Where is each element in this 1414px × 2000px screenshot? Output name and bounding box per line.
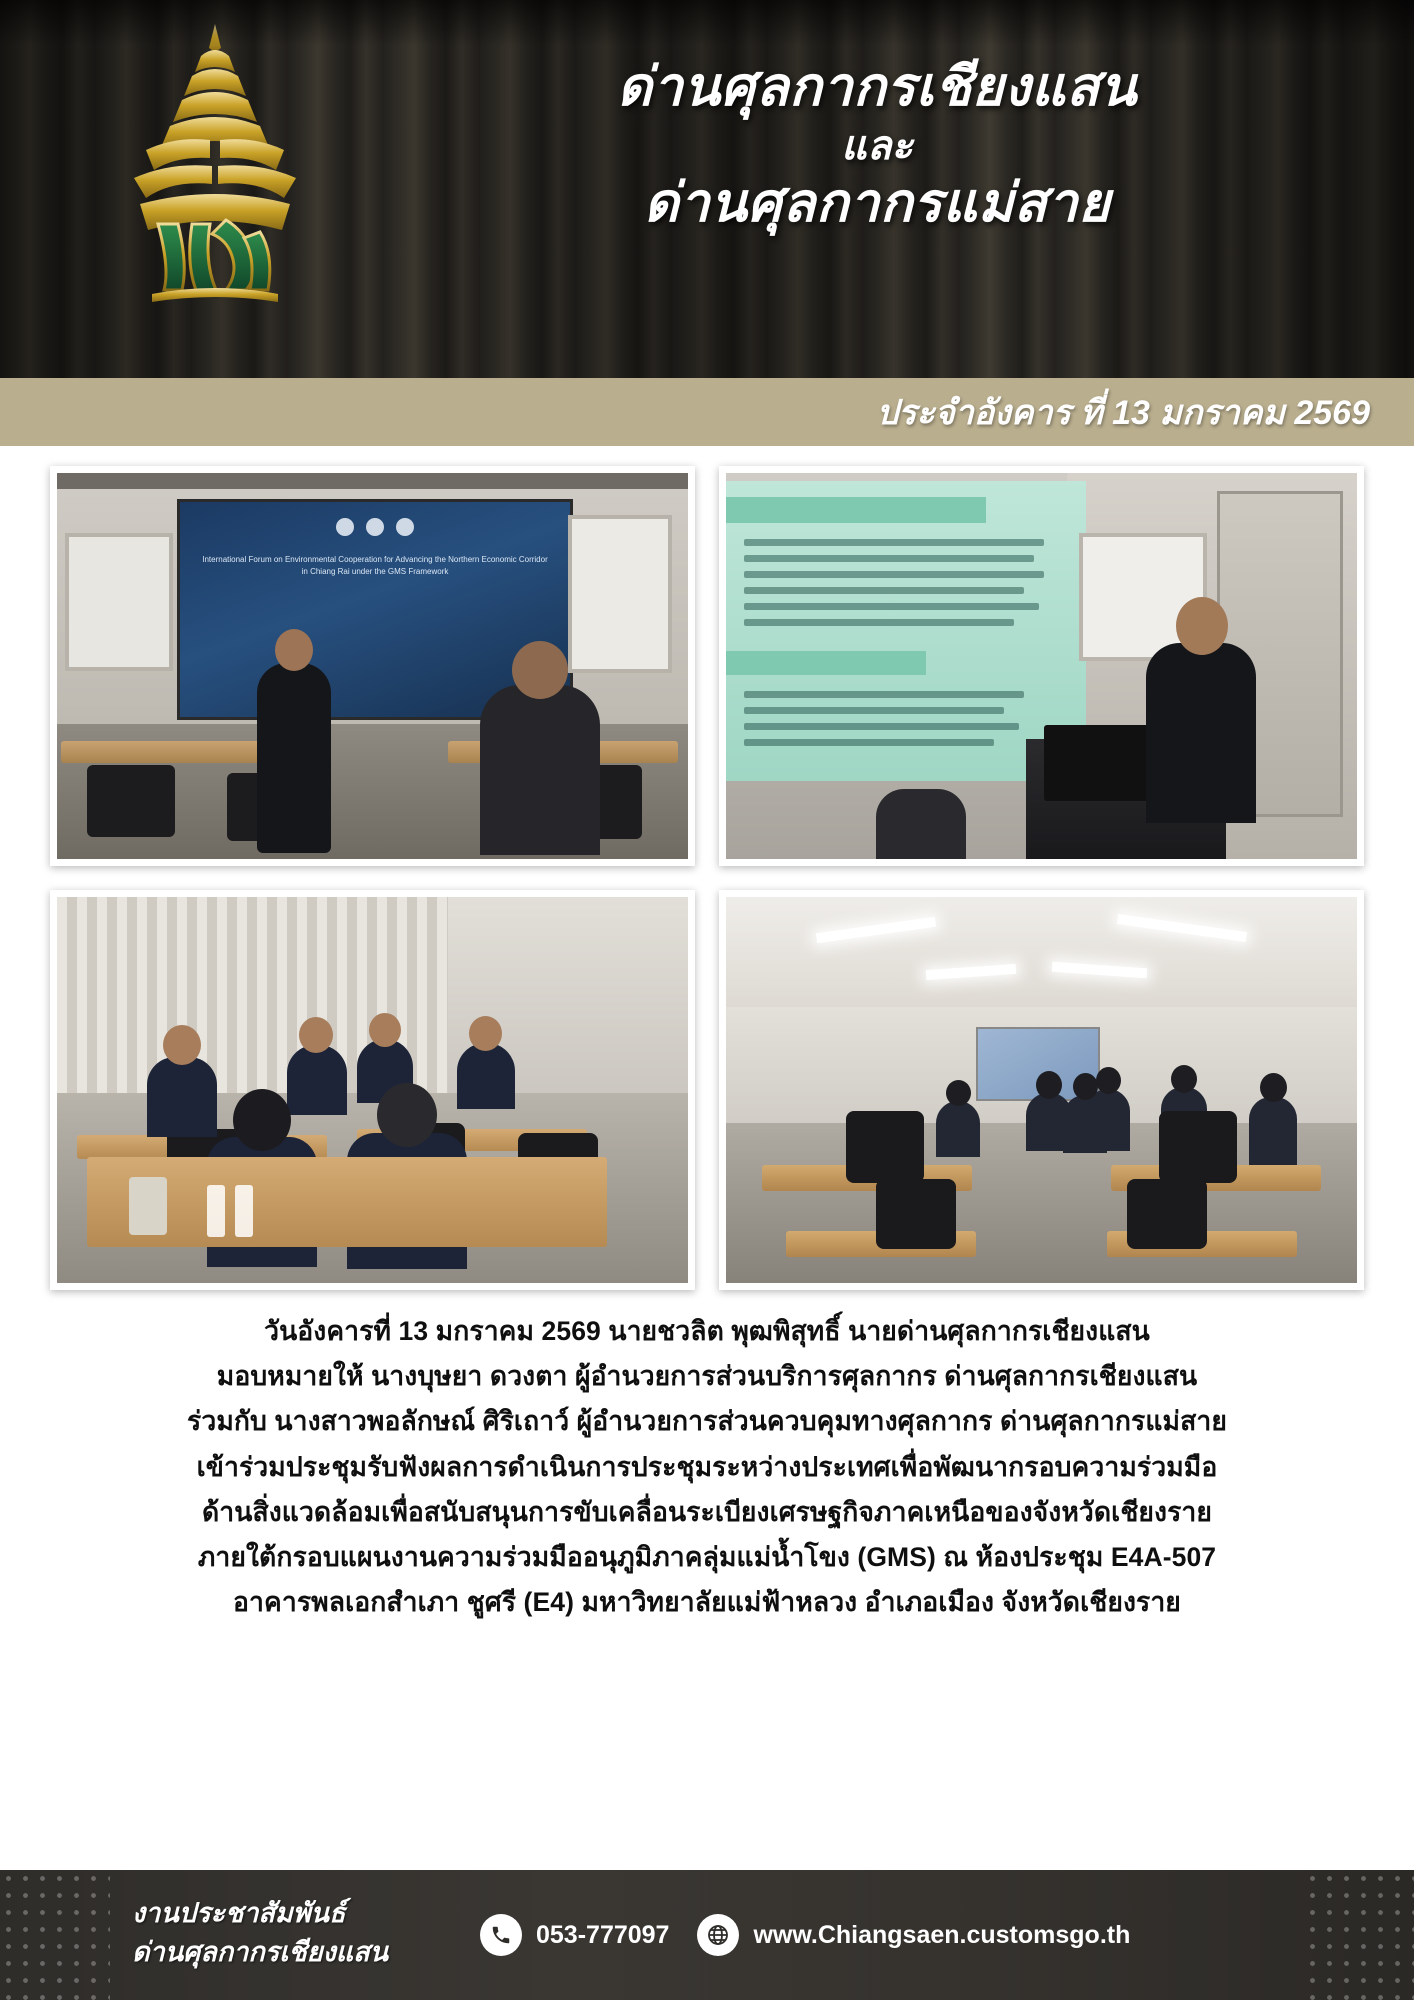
caption-line: อาคารพลเอกสำเภา ชูศรี (E4) มหาวิทยาลัยแม่ฟ้าหลวง อำเภอเมือง จังหวัดเชียงราย xyxy=(233,1587,1181,1618)
photo-speaker-green-slide xyxy=(719,466,1364,866)
phone-icon xyxy=(480,1914,522,1956)
page-header xyxy=(0,0,1414,378)
footer-contacts xyxy=(480,1914,1130,1956)
footer-org-line-1: งานประชาสัมพันธ์ xyxy=(132,1898,346,1928)
page-footer xyxy=(0,1870,1414,2000)
caption-line: ร่วมกับ นางสาวพอลักษณ์ ศิริเถาว์ ผู้อำนวยการส่วนควบคุมทางศุลกากร ด่านศุลกากรแม่สาย xyxy=(187,1406,1227,1437)
header-title-line-3: ด่านศุลกากรแม่สาย xyxy=(643,172,1111,233)
date-text: ประจำอังคาร ที่ 13 มกราคม 2569 xyxy=(876,394,1370,432)
thai-customs-department-emblem-icon xyxy=(100,18,330,308)
globe-icon xyxy=(697,1914,739,1956)
footer-org-line-2: ด่านศุลกากรเชียงแสน xyxy=(132,1937,389,1968)
header-title-line-2: และ xyxy=(841,123,913,168)
footer-phone-number: 053-777097 xyxy=(536,1920,670,1949)
caption-line: ด้านสิ่งแวดล้อมเพื่อสนับสนุนการขับเคลื่อนระเบียงเศรษฐกิจภาคเหนือของจังหวัดเชียงราย xyxy=(201,1496,1213,1527)
photo-meeting-room-wide xyxy=(719,890,1364,1290)
photo-presentation-projector xyxy=(50,466,695,866)
header-title-block xyxy=(380,56,1374,235)
caption-line: วันอังคารที่ 13 มกราคม 2569 นายชวลิต พุฒพิสุทธิ์ นายด่านศุลกากรเชียงแสน xyxy=(264,1316,1150,1346)
header-title-line-1: ด่านศุลกากรเชียงแสน xyxy=(616,57,1138,117)
footer-website-url: www.Chiangsaen.customsgo.th xyxy=(753,1920,1131,1949)
caption-line: ภายใต้กรอบแผนงานความร่วมมืออนุภูมิภาคลุ่มแม่น้ำโขง (GMS) ณ ห้องประชุม E4A-507 xyxy=(197,1542,1217,1573)
photo-grid xyxy=(0,446,1414,1290)
footer-dot-pattern-left xyxy=(0,1870,110,2000)
caption-line: มอบหมายให้ นางบุษยา ดวงตา ผู้อำนวยการส่วนบริการศุลกากร ด่านศุลกากรเชียงแสน xyxy=(216,1361,1198,1392)
footer-website[interactable] xyxy=(697,1914,1130,1956)
photo-attendees-desks xyxy=(50,890,695,1290)
footer-organization xyxy=(132,1894,388,1972)
footer-dot-pattern-right xyxy=(1304,1870,1414,2000)
date-bar xyxy=(0,378,1414,446)
caption-block xyxy=(0,1290,1414,1639)
caption-line: เข้าร่วมประชุมรับฟังผลการดำเนินการประชุมระหว่างประเทศเพื่อพัฒนากรอบความร่วมมือ xyxy=(196,1451,1218,1482)
projector-slide-text: International Forum on Environmental Cooperation for Advancing the Northern Economic Corridor in Chiang Rai under the GMS Framework xyxy=(202,555,548,576)
footer-phone[interactable] xyxy=(480,1914,669,1956)
